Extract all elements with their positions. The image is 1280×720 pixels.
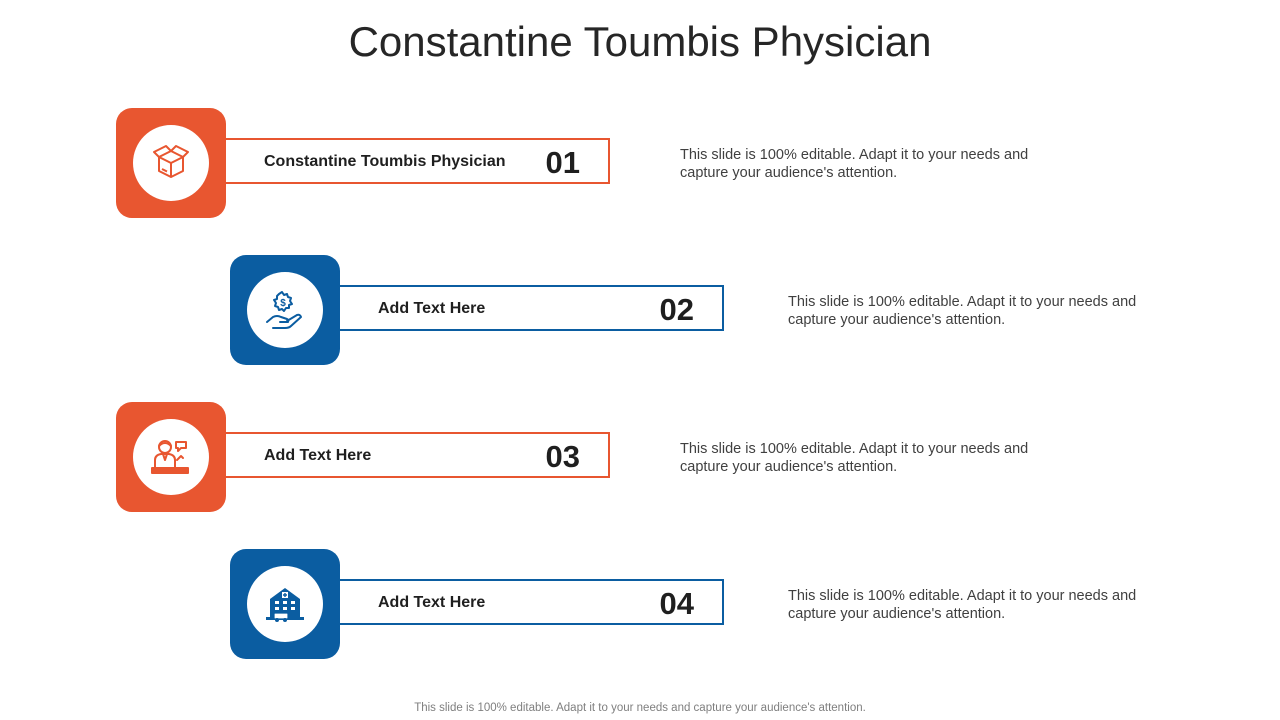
- description-line: This slide is 100% editable. Adapt it to your needs and: [788, 588, 1137, 604]
- icon-tile: [116, 108, 226, 218]
- page-title: Constantine Toumbis Physician: [348, 18, 932, 65]
- icon-tile: [230, 549, 340, 659]
- icon-circle: [133, 419, 209, 495]
- label-bar: [338, 285, 724, 331]
- icon-circle: [247, 272, 323, 348]
- description-line: capture your audience's attention.: [680, 165, 898, 181]
- description-line: This slide is 100% editable. Adapt it to your needs and: [680, 147, 1029, 163]
- description-line: This slide is 100% editable. Adapt it to your needs and: [788, 294, 1137, 310]
- item-description: [680, 440, 1050, 476]
- list-item: [230, 549, 730, 659]
- description-line: capture your audience's attention.: [680, 459, 898, 475]
- item-number: 02: [659, 292, 694, 327]
- hospital-building-icon: [264, 583, 306, 625]
- list-item: [116, 108, 616, 218]
- item-number: 03: [545, 439, 580, 474]
- item-label: Add Text Here: [378, 594, 486, 611]
- hand-dollar-gear-icon: [263, 288, 307, 332]
- item-label: Add Text Here: [378, 300, 486, 317]
- list-item: [230, 255, 730, 365]
- description-line: capture your audience's attention.: [788, 312, 1006, 328]
- item-description: [788, 587, 1158, 623]
- item-description: [788, 293, 1158, 329]
- icon-tile: [230, 255, 340, 365]
- label-bar: [224, 138, 610, 184]
- icon-circle: [247, 566, 323, 642]
- open-box-icon: [151, 143, 191, 183]
- item-number: 04: [659, 586, 694, 621]
- label-bar: [338, 579, 724, 625]
- description-line: This slide is 100% editable. Adapt it to your needs and: [680, 441, 1029, 457]
- icon-circle: [133, 125, 209, 201]
- icon-tile: [116, 402, 226, 512]
- physician-desk-icon: [150, 436, 192, 478]
- list-item: [116, 402, 616, 512]
- svg-text:$: $: [280, 298, 286, 309]
- item-label: Constantine Toumbis Physician: [264, 153, 506, 170]
- footer-note: This slide is 100% editable. Adapt it to your needs and capture your audience's attention.: [414, 702, 866, 714]
- description-line: capture your audience's attention.: [788, 606, 1006, 622]
- item-number: 01: [545, 145, 580, 180]
- label-bar: [224, 432, 610, 478]
- item-label: Add Text Here: [264, 447, 372, 464]
- item-description: [680, 146, 1050, 182]
